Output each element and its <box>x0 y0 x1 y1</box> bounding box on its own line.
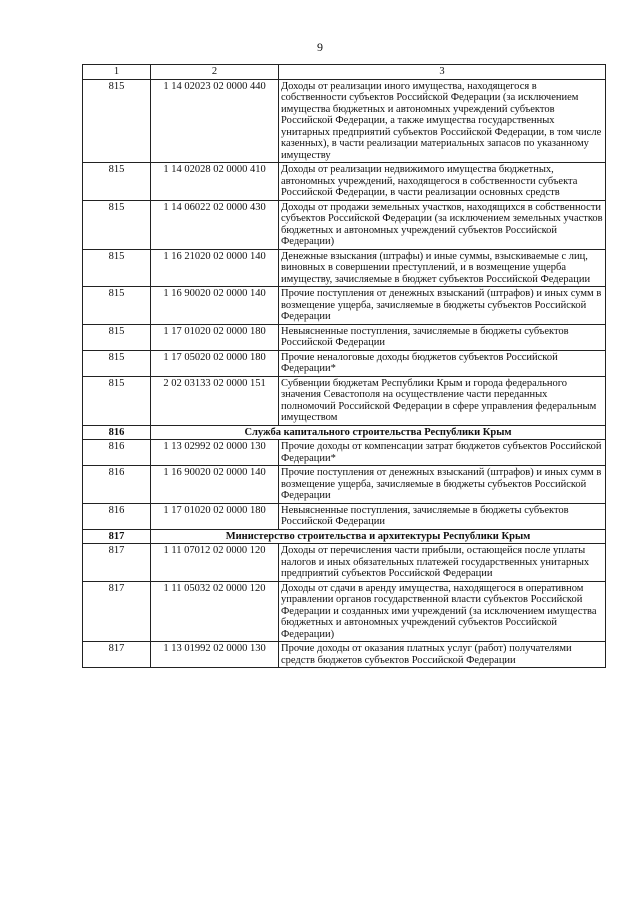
admin-code-cell: 815 <box>83 200 151 249</box>
admin-code-cell: 817 <box>83 581 151 642</box>
table-header-row <box>83 65 606 80</box>
admin-code-cell: 817 <box>83 544 151 582</box>
table-row <box>83 466 606 504</box>
admin-code-cell: 816 <box>83 503 151 529</box>
admin-code-cell: 815 <box>83 163 151 201</box>
table-row <box>83 642 606 668</box>
budget-code-cell: 1 13 01992 02 0000 130 <box>151 642 279 668</box>
revenue-description-cell: Прочие неналоговые доходы бюджетов субъектов Российской Федерации* <box>279 350 606 376</box>
column-header: 2 <box>151 65 279 80</box>
admin-code-cell: 817 <box>83 642 151 668</box>
admin-code-cell: 815 <box>83 324 151 350</box>
table-row <box>83 350 606 376</box>
column-header: 3 <box>279 65 606 80</box>
admin-code-cell: 815 <box>83 350 151 376</box>
revenue-description-cell: Доходы от реализации недвижимого имущества бюджетных, автономных учреждений, находящегося в собственности субъекта Российской Федерации, в части реализации основных средств <box>279 163 606 201</box>
revenue-description-cell: Прочие поступления от денежных взысканий (штрафов) и иных сумм в возмещение ущерба, зачисляемые в бюджеты субъектов Российской Федерации <box>279 466 606 504</box>
admin-code-cell: 815 <box>83 376 151 425</box>
admin-code-cell: 815 <box>83 79 151 163</box>
table-row <box>83 287 606 325</box>
revenue-description-cell: Доходы от реализации иного имущества, находящегося в собственности субъектов Российской Федерации (за исключением имущества бюджетных и автономных учреждений субъектов Российской Федерации, а также имущества государственных унитарных предприятий субъектов Российской Федерации, в том числе казенных), в части реализации материальных запасов по указанному имуществу <box>279 79 606 163</box>
section-header-row <box>83 425 606 440</box>
revenue-description-cell: Невыясненные поступления, зачисляемые в бюджеты субъектов Российской Федерации <box>279 324 606 350</box>
budget-code-cell: 1 17 05020 02 0000 180 <box>151 350 279 376</box>
section-title: Министерство строительства и архитектуры Республики Крым <box>151 529 606 544</box>
revenue-description-cell: Прочие поступления от денежных взысканий (штрафов) и иных сумм в возмещение ущерба, зачисляемые в бюджеты субъектов Российской Федерации <box>279 287 606 325</box>
budget-code-cell: 1 17 01020 02 0000 180 <box>151 324 279 350</box>
table-row <box>83 503 606 529</box>
table-row <box>83 200 606 249</box>
revenue-description-cell: Доходы от продажи земельных участков, находящихся в собственности субъектов Российской Федерации (за исключением земельных участков бюджетных и автономных учреждений субъектов Российской Федерации) <box>279 200 606 249</box>
table-row <box>83 324 606 350</box>
column-header: 1 <box>83 65 151 80</box>
table-row <box>83 581 606 642</box>
revenue-description-cell: Прочие доходы от оказания платных услуг (работ) получателями средств бюджетов субъектов Российской Федерации <box>279 642 606 668</box>
table-row <box>83 163 606 201</box>
budget-code-cell: 2 02 03133 02 0000 151 <box>151 376 279 425</box>
section-title: Служба капитального строительства Республики Крым <box>151 425 606 440</box>
table-row <box>83 79 606 163</box>
page-number: 9 <box>317 40 323 54</box>
admin-code-cell: 816 <box>83 466 151 504</box>
budget-code-cell: 1 17 01020 02 0000 180 <box>151 503 279 529</box>
budget-code-cell: 1 11 07012 02 0000 120 <box>151 544 279 582</box>
section-header-row <box>83 529 606 544</box>
table-row <box>83 544 606 582</box>
revenue-description-cell: Доходы от перечисления части прибыли, остающейся после уплаты налогов и иных обязательных платежей государственных унитарных предприятий субъектов Российской Федерации <box>279 544 606 582</box>
budget-code-cell: 1 13 02992 02 0000 130 <box>151 440 279 466</box>
revenue-description-cell: Денежные взыскания (штрафы) и иные суммы, взыскиваемые с лиц, виновных в совершении преступлений, и в возмещение ущерба имуществу, зачисляемые в бюджет субъектов Российской Федерации <box>279 249 606 287</box>
revenue-description-cell: Невыясненные поступления, зачисляемые в бюджеты субъектов Российской Федерации <box>279 503 606 529</box>
budget-code-cell: 1 16 90020 02 0000 140 <box>151 287 279 325</box>
budget-code-cell: 1 11 05032 02 0000 120 <box>151 581 279 642</box>
table-row <box>83 249 606 287</box>
budget-code-cell: 1 16 90020 02 0000 140 <box>151 466 279 504</box>
revenue-codes-table <box>82 64 606 668</box>
table-row <box>83 440 606 466</box>
budget-code-cell: 1 14 02023 02 0000 440 <box>151 79 279 163</box>
budget-code-cell: 1 16 21020 02 0000 140 <box>151 249 279 287</box>
budget-code-cell: 1 14 06022 02 0000 430 <box>151 200 279 249</box>
admin-code-cell: 815 <box>83 249 151 287</box>
budget-code-cell: 1 14 02028 02 0000 410 <box>151 163 279 201</box>
admin-code-cell: 817 <box>83 529 151 544</box>
revenue-description-cell: Доходы от сдачи в аренду имущества, находящегося в оперативном управлении органов государственной власти субъектов Российской Федерации и созданных ими учреждений (за исключением имущества бюджетных и автономных учреждений субъектов Российской Федерации) <box>279 581 606 642</box>
admin-code-cell: 816 <box>83 440 151 466</box>
admin-code-cell: 815 <box>83 287 151 325</box>
revenue-description-cell: Прочие доходы от компенсации затрат бюджетов субъектов Российской Федерации* <box>279 440 606 466</box>
revenue-description-cell: Субвенции бюджетам Республики Крым и города федерального значения Севастополя на осуществление части переданных полномочий Российской Федерации в сфере управления федеральным имуществом <box>279 376 606 425</box>
admin-code-cell: 816 <box>83 425 151 440</box>
table-row <box>83 376 606 425</box>
table-body <box>83 79 606 668</box>
